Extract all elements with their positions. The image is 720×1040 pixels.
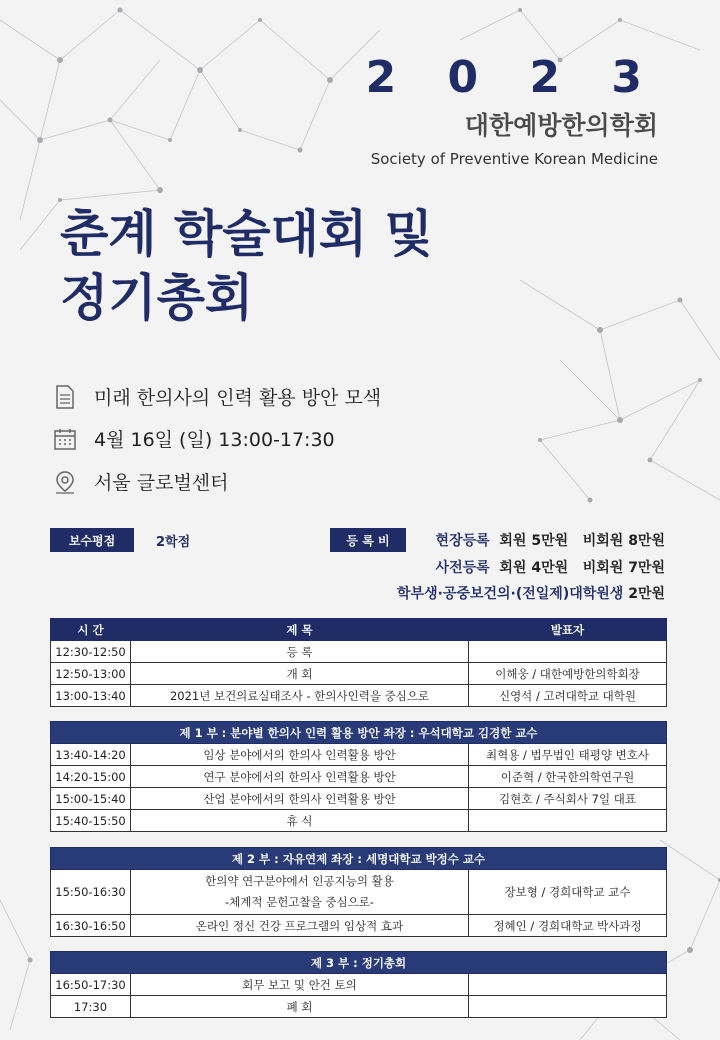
table-row xyxy=(51,766,667,788)
theme-text: 미래 한의사의 인력 활용 방안 모색 xyxy=(94,387,382,409)
student-fee xyxy=(397,583,665,603)
credits-value: 2학점 xyxy=(156,535,191,550)
theme-row xyxy=(52,383,381,410)
time-cell: 15:50-16:30 xyxy=(51,870,131,915)
title-cell xyxy=(131,870,469,915)
time-cell: 15:00-15:40 xyxy=(51,788,131,810)
table-row xyxy=(51,685,667,707)
title-cell: 임상 분야에서의 한의사 인력활용 방안 xyxy=(131,744,469,766)
venue-row xyxy=(52,468,229,495)
title-cell: 연구 분야에서의 한의사 인력활용 방안 xyxy=(131,766,469,788)
pre-member: 회원 4만원 xyxy=(499,560,569,576)
pre-fee xyxy=(436,557,665,577)
section-header-row xyxy=(51,952,667,974)
schedule-table-opening xyxy=(50,618,667,707)
section-header-row xyxy=(51,722,667,744)
credits-label: 보수평점 xyxy=(50,528,134,552)
title-cell: 2021년 보건의료실태조사 - 한의사인력을 중심으로 xyxy=(131,685,469,707)
title-cell: 폐 회 xyxy=(131,996,469,1018)
schedule-table-part3 xyxy=(50,951,667,1018)
date-row xyxy=(52,425,335,452)
time-cell: 12:30-12:50 xyxy=(51,641,131,663)
time-cell: 12:50-13:00 xyxy=(51,663,131,685)
speaker-cell: 최혁용 / 법무법인 태평양 변호사 xyxy=(469,744,667,766)
part2-header: 제 2 부 : 자유연제 좌장 : 세명대학교 박정수 교수 xyxy=(51,848,667,870)
title-cell: 개 회 xyxy=(131,663,469,685)
time-cell: 13:00-13:40 xyxy=(51,685,131,707)
title-cell: 등 록 xyxy=(131,641,469,663)
table-row xyxy=(51,641,667,663)
date-text: 4월 16일 (일) 13:00-17:30 xyxy=(94,429,335,451)
speaker-header: 발표자 xyxy=(469,619,667,641)
schedule-table-part2 xyxy=(50,847,667,937)
time-cell: 16:30-16:50 xyxy=(51,915,131,937)
time-cell: 17:30 xyxy=(51,996,131,1018)
speaker-cell xyxy=(469,996,667,1018)
speaker-cell xyxy=(469,810,667,832)
time-header: 시 간 xyxy=(51,619,131,641)
event-title-line1: 춘계 학술대회 및 xyxy=(60,205,433,263)
pre-label: 사전등록 xyxy=(435,560,490,576)
event-title-line2: 정기총회 xyxy=(60,269,254,327)
speaker-cell: 정혜인 / 경희대학교 박사과정 xyxy=(469,915,667,937)
part3-header: 제 3 부 : 정기총회 xyxy=(51,952,667,974)
pre-nonmember: 비회원 7만원 xyxy=(582,560,665,576)
part1-header: 제 1 부 : 분야별 한의사 인력 활용 방안 좌장 : 우석대학교 김경한 교수 xyxy=(51,722,667,744)
schedule-header-row xyxy=(51,619,667,641)
table-row xyxy=(51,974,667,996)
onsite-fee xyxy=(436,530,665,550)
speaker-cell xyxy=(469,641,667,663)
document-icon xyxy=(52,384,78,410)
section-header-row xyxy=(51,848,667,870)
time-cell: 14:20-15:00 xyxy=(51,766,131,788)
student-label: 학부생·공중보건의·(전일제)대학원생 xyxy=(397,586,624,602)
table-row xyxy=(51,810,667,832)
table-row xyxy=(51,996,667,1018)
location-pin-icon xyxy=(52,469,78,495)
title-header: 제 목 xyxy=(131,619,469,641)
onsite-nonmember: 비회원 8만원 xyxy=(582,533,665,549)
table-row xyxy=(51,788,667,810)
society-name-english: Society of Preventive Korean Medicine xyxy=(370,150,658,168)
speaker-cell xyxy=(469,974,667,996)
time-cell: 15:40-15:50 xyxy=(51,810,131,832)
onsite-member: 회원 5만원 xyxy=(499,533,569,549)
student-fee-value: 2만원 xyxy=(628,586,665,602)
title-cell: 온라인 정신 건강 프로그램의 임상적 효과 xyxy=(131,915,469,937)
title-cell: 회무 보고 및 안건 토의 xyxy=(131,974,469,996)
title-cell: 산업 분야에서의 한의사 인력활용 방안 xyxy=(131,788,469,810)
table-row xyxy=(51,915,667,937)
calendar-icon xyxy=(52,426,78,452)
society-name-korean: 대한예방한의학회 xyxy=(464,111,658,140)
table-row xyxy=(51,870,667,915)
onsite-label: 현장등록 xyxy=(435,533,490,549)
speaker-cell: 이해웅 / 대한예방한의학회장 xyxy=(469,663,667,685)
schedule-table-part1 xyxy=(50,721,667,832)
table-row xyxy=(51,744,667,766)
speaker-cell: 이준혁 / 한국한의학연구원 xyxy=(469,766,667,788)
table-row xyxy=(51,663,667,685)
year: 2 0 2 3 xyxy=(365,52,660,103)
time-cell: 16:50-17:30 xyxy=(51,974,131,996)
time-cell: 13:40-14:20 xyxy=(51,744,131,766)
speaker-cell: 신영석 / 고려대학교 대학원 xyxy=(469,685,667,707)
fee-label: 등 록 비 xyxy=(330,528,406,552)
title-line1: 한의약 연구분야에서 인공지능의 활용 xyxy=(205,874,394,888)
title-line2: -체계적 문헌고찰을 중심으로- xyxy=(225,895,374,909)
title-cell: 휴 식 xyxy=(131,810,469,832)
speaker-cell: 김현호 / 주식회사 7일 대표 xyxy=(469,788,667,810)
event-title xyxy=(60,202,433,330)
venue-text: 서울 글로벌센터 xyxy=(94,472,229,494)
speaker-cell: 장보형 / 경희대학교 교수 xyxy=(469,870,667,915)
